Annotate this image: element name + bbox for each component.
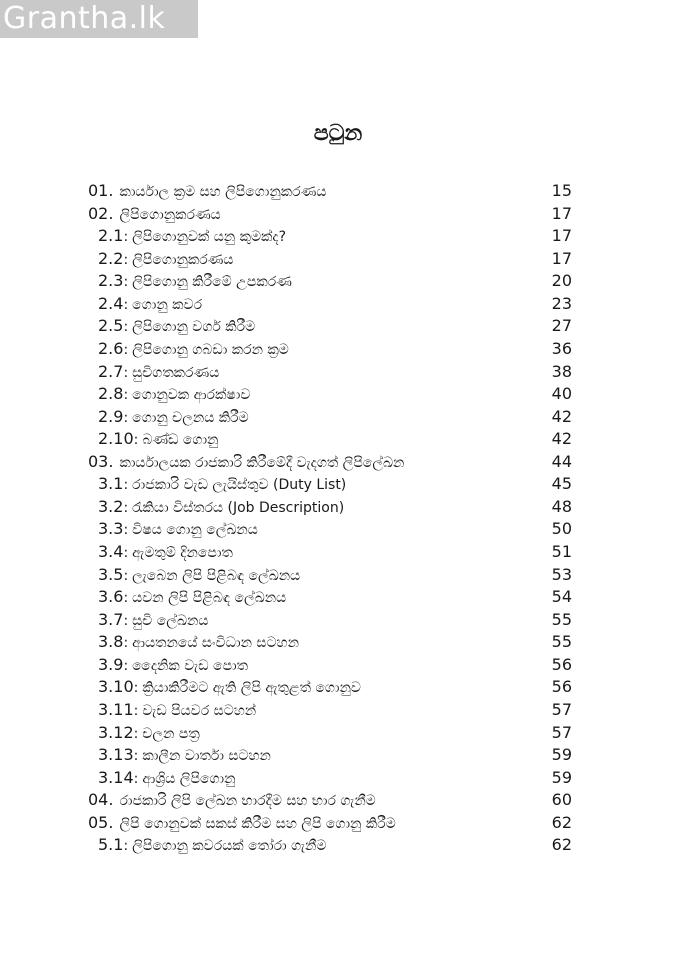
toc-entry-page-number: 53	[551, 564, 572, 584]
toc-entry	[88, 722, 572, 745]
toc-entry-number: 3.2	[98, 496, 124, 516]
toc-entry-title: චලන පත්‍ර	[142, 725, 200, 742]
toc-entry-title: ලිපිගොනුකරණය	[119, 206, 221, 223]
toc-entry-separator: :	[123, 545, 129, 561]
toc-entry-separator: :	[123, 499, 129, 516]
toc-entry-number: 2.10	[98, 429, 134, 449]
toc-entry-page-number: 56	[551, 677, 572, 697]
toc-entry-title: ආයතනයේ සංවිධාන සටහන	[132, 635, 299, 652]
toc-entry-title: ඇමතුම් දිනපොත	[132, 545, 233, 561]
toc-entry	[88, 654, 572, 677]
toc-entry-title: ලිපිගොනුකරණය	[132, 251, 234, 268]
toc-entry-separator: :	[123, 364, 129, 381]
toc-entry	[88, 293, 572, 316]
toc-entry-page-number: 44	[551, 451, 572, 471]
toc-entry-page-number: 15	[551, 181, 572, 200]
toc-entry-page-number: 40	[551, 384, 572, 404]
toc-entry-page-number: 42	[551, 406, 572, 426]
toc-entry	[88, 406, 572, 429]
toc-entry	[88, 496, 572, 519]
toc-entry-number: 3.13	[98, 745, 134, 765]
toc-entry-title: ආශ්‍රිය ලිපිගොනු	[142, 770, 236, 787]
toc-entry-separator: :	[133, 725, 139, 742]
toc-entry	[88, 541, 572, 564]
toc-entry-page-number: 45	[551, 474, 572, 494]
toc-entry-number: 3.4	[98, 542, 124, 561]
toc-entry-separator: :	[123, 251, 129, 268]
toc-entry-page-number: 55	[551, 609, 572, 629]
toc-entry-title: ගොනුවක ආරක්ෂාව	[132, 387, 251, 404]
toc-entry-number: 2.3	[98, 271, 124, 291]
toc-entry-separator: :	[123, 409, 129, 426]
toc-entry-number: 04.	[88, 790, 114, 810]
toc-entry-number: 3.1	[98, 474, 124, 494]
toc-entry-page-number: 59	[551, 745, 572, 765]
toc-entry	[88, 609, 572, 632]
toc-entry-page-number: 50	[551, 519, 572, 539]
toc-entry-title: සුචි ලේඛනය	[132, 612, 209, 629]
toc-entry	[88, 451, 572, 474]
toc-entry	[88, 676, 572, 699]
toc-entry-separator: :	[133, 770, 139, 787]
toc-entry-title: රාජකාරි වැඩ ලැයිස්තුව (Duty List)	[132, 477, 347, 494]
toc-entry-separator: :	[123, 274, 129, 291]
toc-entry	[88, 564, 572, 587]
toc-entry-separator: :	[123, 635, 129, 652]
toc-entry-number: 3.12	[98, 722, 134, 742]
toc-entry-title: බණ්ඩ ගොනු	[142, 432, 219, 449]
toc-entry-separator: :	[123, 567, 129, 584]
toc-entry	[88, 428, 572, 451]
toc-entry-number: 3.3	[98, 519, 124, 539]
table-of-contents	[88, 180, 572, 857]
toc-entry-page-number: 38	[551, 361, 572, 381]
toc-entry-number: 3.14	[98, 767, 134, 787]
toc-entry	[88, 270, 572, 293]
toc-entry-page-number: 57	[551, 722, 572, 742]
toc-entry-title: ලිපිගොනු කවරයක් තෝරා ගැනීම	[132, 838, 327, 855]
toc-entry-number: 5.1	[98, 835, 124, 855]
toc-entry-page-number: 62	[551, 835, 572, 855]
toc-entry-number: 2.4	[98, 293, 124, 313]
toc-entry-number: 3.8	[98, 632, 124, 652]
toc-entry	[88, 699, 572, 722]
toc-entry-page-number: 36	[551, 338, 572, 358]
toc-entry-separator: :	[123, 612, 129, 629]
toc-entry-number: 05.	[88, 812, 114, 832]
toc-entry-number: 3.11	[98, 699, 134, 719]
toc-entry	[88, 225, 572, 248]
toc-entry	[88, 361, 572, 384]
toc-entry-title: වැඩ පියවර සටහන්	[142, 702, 257, 719]
toc-entry-page-number: 17	[551, 248, 572, 268]
toc-entry-number: 3.7	[98, 609, 124, 629]
toc-entry-title: කාර්යාලයක රාජකාරි කිරීමේදී වැදගත් ලිපිලේඛන	[119, 454, 405, 471]
toc-entry-title: දෛනික වැඩ පොත	[132, 657, 249, 674]
toc-entry-page-number: 59	[551, 767, 572, 787]
toc-entry-page-number: 17	[551, 203, 572, 223]
toc-entry-separator: :	[123, 319, 129, 336]
toc-entry-separator: :	[133, 432, 139, 449]
toc-entry-title: ක්‍රියාකිරීමට ඇති ලිපි ඇතුළත් ගොනුව	[142, 680, 361, 697]
toc-entry-title: ලිපිගොනු කිරීමේ උපකරණ	[132, 274, 292, 291]
toc-entry-page-number: 55	[551, 632, 572, 652]
toc-entry-number: 2.9	[98, 406, 124, 426]
toc-entry-title: සුචිගතකරණය	[132, 364, 220, 381]
toc-entry-number: 2.5	[98, 316, 124, 336]
toc-entry-number: 2.1	[98, 226, 124, 246]
toc-entry-separator: :	[123, 296, 129, 313]
toc-entry-title: ලිපිගොනු ගබඩා කරන ක්‍රම	[132, 341, 289, 358]
watermark-logo: Grantha.lk	[0, 0, 198, 38]
toc-entry	[88, 834, 572, 857]
toc-entry-page-number: 54	[551, 587, 572, 607]
toc-entry-title: රාජකාරි ලිපි ලේඛන භාරදීම සහ භාර ගැනීම	[119, 793, 376, 810]
toc-entry	[88, 631, 572, 654]
page-title: පටුන	[313, 121, 363, 146]
toc-entry	[88, 586, 572, 609]
toc-entry-separator: :	[123, 477, 129, 494]
toc-entry-number: 3.6	[98, 587, 124, 607]
toc-entry-page-number: 23	[551, 293, 572, 313]
toc-entry-separator: :	[133, 702, 139, 719]
toc-entry	[88, 248, 572, 271]
toc-entry-title: ලැබෙන ලිපි පිළිබඳ ලේඛනය	[132, 567, 301, 584]
toc-entry-number: 3.10	[98, 677, 134, 697]
toc-entry-page-number: 62	[551, 812, 572, 832]
toc-entry	[88, 767, 572, 790]
toc-entry-title: ලිපි ගොනුවක් සකස් කිරීම සහ ලිපි ගොනු කිරීම	[119, 815, 396, 832]
toc-entry	[88, 744, 572, 767]
toc-entry-title: රැකියා විස්තරය (Job Description)	[132, 499, 345, 516]
toc-entry-title: ගොනු චලනය කිරීම	[132, 409, 249, 426]
toc-entry-separator: :	[123, 657, 129, 674]
toc-entry	[88, 789, 572, 812]
toc-entry-page-number: 20	[551, 271, 572, 291]
toc-entry	[88, 812, 572, 835]
toc-entry-title: කාලීන වාර්තා සටහන	[142, 748, 271, 765]
toc-entry-number: 2.2	[98, 248, 124, 268]
toc-entry-number: 2.7	[98, 361, 124, 381]
toc-entry-number: 2.8	[98, 384, 124, 404]
toc-entry-number: 01.	[88, 181, 114, 200]
toc-entry-page-number: 57	[551, 699, 572, 719]
toc-entry-page-number: 56	[551, 654, 572, 674]
toc-entry-number: 3.9	[98, 654, 124, 674]
toc-entry-page-number: 51	[551, 542, 572, 561]
toc-entry-separator: :	[123, 341, 129, 358]
toc-entry-page-number: 48	[551, 496, 572, 516]
toc-entry-number: 3.5	[98, 564, 124, 584]
toc-entry-title: ලිපිගොනු වර්ග කිරීම	[132, 319, 256, 336]
toc-entry-title: යවන ලිපි පිළිබඳ ලේඛනය	[132, 590, 287, 607]
toc-entry-separator: :	[123, 229, 129, 246]
toc-entry-separator: :	[123, 387, 129, 404]
toc-entry-page-number: 60	[551, 790, 572, 810]
toc-entry-separator: :	[123, 838, 129, 855]
toc-entry	[88, 518, 572, 541]
toc-entry-page-number: 42	[551, 429, 572, 449]
toc-entry-page-number: 27	[551, 316, 572, 336]
toc-entry	[88, 180, 572, 203]
toc-entry-separator: :	[123, 590, 129, 607]
toc-entry-title: විෂය ගොනු ලේඛනය	[132, 522, 258, 539]
toc-entry	[88, 473, 572, 496]
toc-entry-separator: :	[133, 680, 139, 697]
toc-entry	[88, 203, 572, 226]
toc-entry-title: කාර්යාල ක්‍රම සහ ලිපිගොනුකරණය	[119, 184, 327, 200]
toc-entry-number: 02.	[88, 203, 114, 223]
toc-entry-separator: :	[123, 522, 129, 539]
toc-entry-title: ලිපිගොනුවක් යනු කුමක්ද?	[132, 229, 287, 246]
toc-entry	[88, 338, 572, 361]
toc-entry	[88, 315, 572, 338]
toc-entry-number: 03.	[88, 451, 114, 471]
toc-entry-separator: :	[133, 748, 139, 765]
toc-entry-title: ගොනු කවර	[132, 296, 203, 313]
toc-entry-page-number: 17	[551, 226, 572, 246]
toc-entry	[88, 383, 572, 406]
toc-entry-number: 2.6	[98, 338, 124, 358]
